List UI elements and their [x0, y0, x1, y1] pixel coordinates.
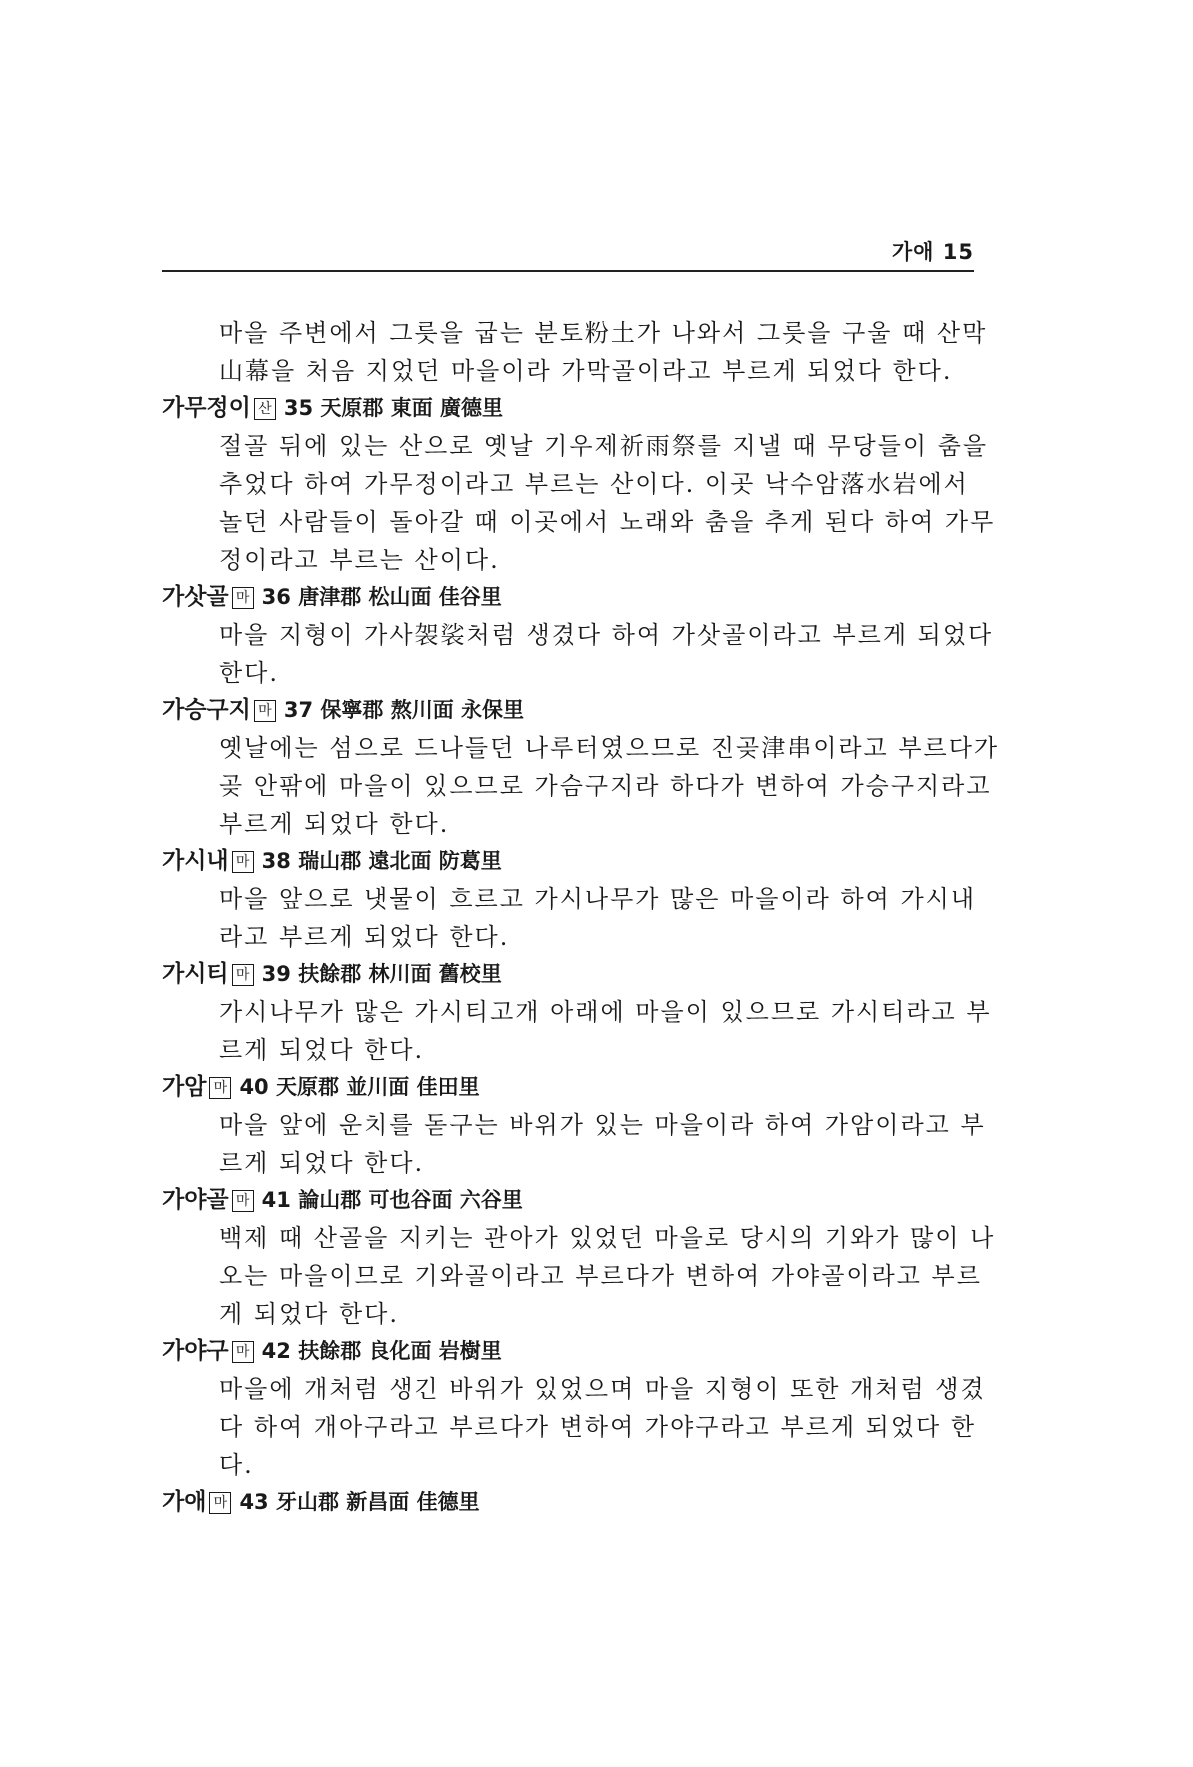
- page-header-text: 가애 15: [891, 240, 974, 264]
- entry-body-line: 마을 앞에 운치를 돋구는 바위가 있는 마을이라 하여 가암이라고 부: [219, 1111, 986, 1139]
- dictionary-entry: [162, 1069, 986, 1182]
- entry-term: 가야구: [162, 1338, 229, 1364]
- entry-type-badge: 마: [232, 587, 254, 609]
- entry-body-line: 절골 뒤에 있는 산으로 옛날 기우제祈雨祭를 지낼 때 무당들이 춤을: [219, 432, 989, 460]
- entry-type-badge: 마: [232, 964, 254, 986]
- entry-body-line: 옛날에는 섬으로 드나들던 나루터였으므로 진곶津串이라고 부르다가: [219, 734, 1000, 762]
- entry-body-line: 곶 안팎에 마을이 있으므로 가슴구지라 하다가 변하여 가승구지라고: [219, 772, 992, 800]
- entry-heading: [162, 1484, 982, 1521]
- entry-heading: [162, 843, 982, 880]
- entry-location: 37 保寧郡 熬川面 永保里: [283, 698, 525, 722]
- entry-body-line: 마을 앞으로 냇물이 흐르고 가시나무가 많은 마을이라 하여 가시내: [219, 885, 976, 913]
- entry-heading: [162, 579, 982, 616]
- entry-location: 39 扶餘郡 林川面 舊校里: [261, 962, 502, 986]
- entry-body-line: 한다.: [219, 659, 279, 687]
- dictionary-entry: [162, 1484, 982, 1521]
- entry-heading: [162, 390, 982, 427]
- entry-term: 가시티: [162, 961, 229, 987]
- dictionary-entry: [162, 843, 982, 956]
- entry-body-line: 다.: [219, 1451, 254, 1479]
- entry-body-line: 라고 부르게 되었다 한다.: [219, 923, 510, 951]
- dictionary-entry: [162, 692, 1000, 843]
- entry-term: 가시내: [162, 848, 229, 874]
- dictionary-entry: [162, 1333, 986, 1484]
- entry-heading: [162, 1182, 982, 1219]
- entry-type-badge: 마: [254, 700, 276, 722]
- entry-body-line: 마을 지형이 가사袈裟처럼 생겼다 하여 가삿골이라고 부르게 되었다: [219, 621, 994, 649]
- entry-body-line: 백제 때 산골을 지키는 관아가 있었던 마을로 당시의 기와가 많이 나: [219, 1224, 996, 1252]
- dictionary-content: [162, 314, 1000, 1521]
- body-line: 마을 주변에서 그릇을 굽는 분토粉土가 나와서 그릇을 구울 때 산막: [219, 319, 988, 347]
- body-line: 山幕을 처음 지었던 마을이라 가막골이라고 부르게 되었다 한다.: [219, 357, 953, 385]
- continuation-text: [162, 314, 988, 390]
- entry-heading: [162, 1069, 982, 1106]
- entry-term: 가무정이: [162, 395, 251, 421]
- entry-body-line: 르게 되었다 한다.: [219, 1149, 425, 1177]
- entry-type-badge: 마: [232, 1341, 254, 1363]
- entry-location: 41 論山郡 可也谷面 六谷里: [261, 1188, 523, 1212]
- entry-location: 42 扶餘郡 良化面 岩樹里: [261, 1339, 502, 1363]
- entry-location: 35 天原郡 東面 廣德里: [283, 396, 504, 420]
- entry-body-line: 부르게 되었다 한다.: [219, 810, 450, 838]
- dictionary-entry: [162, 1182, 996, 1333]
- entry-body-line: 마을에 개처럼 생긴 바위가 있었으며 마을 지형이 또한 개처럼 생겼: [219, 1375, 986, 1403]
- entry-body-line: 정이라고 부르는 산이다.: [219, 546, 500, 574]
- entry-term: 가애: [162, 1489, 207, 1515]
- entry-type-badge: 마: [209, 1077, 231, 1099]
- entry-body-line: 추었다 하여 가무정이라고 부르는 산이다. 이곳 낙수암落水岩에서: [219, 470, 969, 498]
- entry-type-badge: 마: [232, 1190, 254, 1212]
- entry-body-line: 다 하여 개아구라고 부르다가 변하여 가야구라고 부르게 되었다 한: [219, 1413, 976, 1441]
- entry-location: 38 瑞山郡 遠北面 防葛里: [261, 849, 502, 873]
- dictionary-entry: [162, 390, 996, 579]
- entry-body-line: 오는 마을이므로 기와골이라고 부르다가 변하여 가야골이라고 부르: [219, 1262, 982, 1290]
- entry-location: 43 牙山郡 新昌面 佳德里: [239, 1490, 480, 1514]
- entry-location: 36 唐津郡 松山面 佳谷里: [261, 585, 502, 609]
- entry-type-badge: 산: [254, 398, 276, 420]
- page-header: [162, 236, 974, 272]
- entry-term: 가암: [162, 1074, 207, 1100]
- entry-location: 40 天原郡 並川面 佳田里: [239, 1075, 480, 1099]
- entry-body-line: 게 되었다 한다.: [219, 1300, 399, 1328]
- entry-term: 가야골: [162, 1187, 229, 1213]
- entry-heading: [162, 692, 982, 729]
- entry-heading: [162, 1333, 982, 1370]
- entry-body-line: 가시나무가 많은 가시티고개 아래에 마을이 있으므로 가시티라고 부: [219, 998, 992, 1026]
- entry-type-badge: 마: [209, 1492, 231, 1514]
- dictionary-entry: [162, 956, 992, 1069]
- entry-type-badge: 마: [232, 851, 254, 873]
- entry-body-line: 놀던 사람들이 돌아갈 때 이곳에서 노래와 춤을 추게 된다 하여 가무: [219, 508, 996, 536]
- entry-term: 가삿골: [162, 584, 229, 610]
- dictionary-entry: [162, 579, 994, 692]
- entry-term: 가승구지: [162, 697, 251, 723]
- entry-heading: [162, 956, 982, 993]
- entry-body-line: 르게 되었다 한다.: [219, 1036, 425, 1064]
